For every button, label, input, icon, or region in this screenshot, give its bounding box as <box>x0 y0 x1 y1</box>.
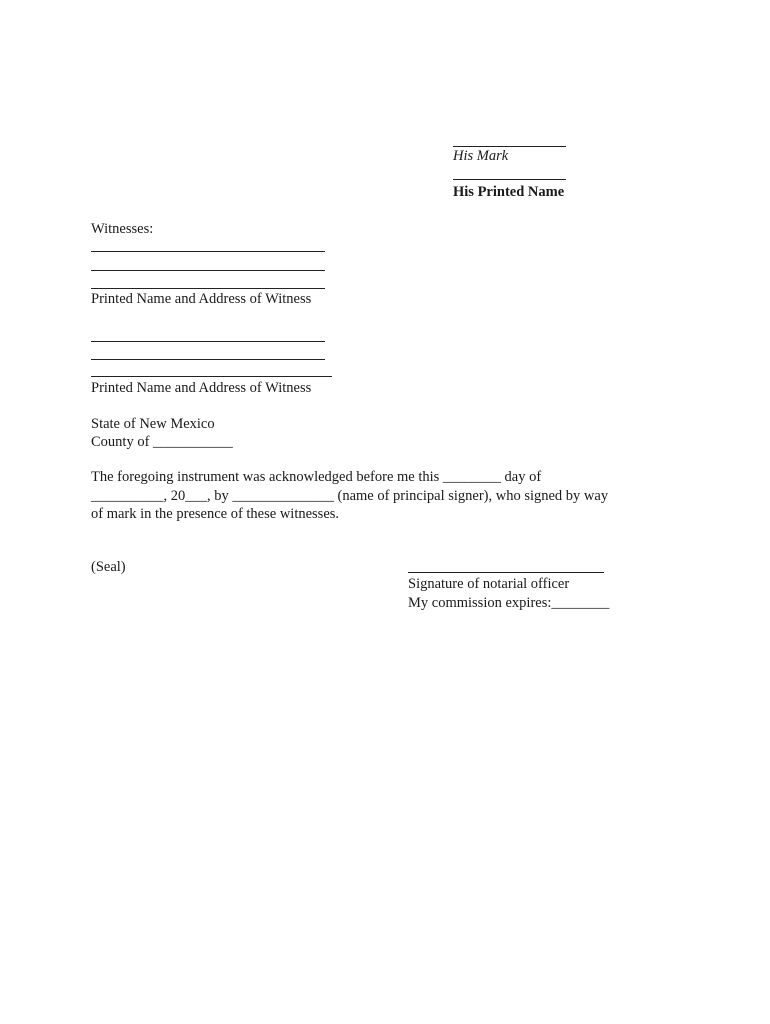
his-printed-name-label: His Printed Name <box>453 184 565 200</box>
his-mark-label: His Mark <box>453 148 509 164</box>
county-line: County of ___________ <box>91 434 233 450</box>
notary-signature-label: Signature of notarial officer <box>408 576 570 592</box>
mark-signature-line <box>453 146 566 147</box>
witness-1-line-3 <box>91 288 325 289</box>
witness-1-caption: Printed Name and Address of Witness <box>91 291 312 307</box>
acknowledgment-line-3: of mark in the presence of these witnesses. <box>91 506 340 522</box>
witness-2-line-2 <box>91 359 325 360</box>
acknowledgment-line-2: __________, 20___, by ______________ (name of principal signer), who signed by way <box>91 488 609 504</box>
witness-1-line-2 <box>91 270 325 271</box>
seal-label: (Seal) <box>91 559 126 575</box>
witness-2-line-3 <box>91 376 332 377</box>
witness-2-caption: Printed Name and Address of Witness <box>91 380 312 396</box>
acknowledgment-line-1: The foregoing instrument was acknowledged before me this ________ day of <box>91 469 542 485</box>
notary-signature-line <box>408 572 604 573</box>
witness-2-line-1 <box>91 341 325 342</box>
witness-1-line-1 <box>91 251 325 252</box>
state-line: State of New Mexico <box>91 416 215 432</box>
commission-expires: My commission expires:________ <box>408 595 610 611</box>
printed-name-line <box>453 179 566 180</box>
witnesses-heading: Witnesses: <box>91 221 154 237</box>
